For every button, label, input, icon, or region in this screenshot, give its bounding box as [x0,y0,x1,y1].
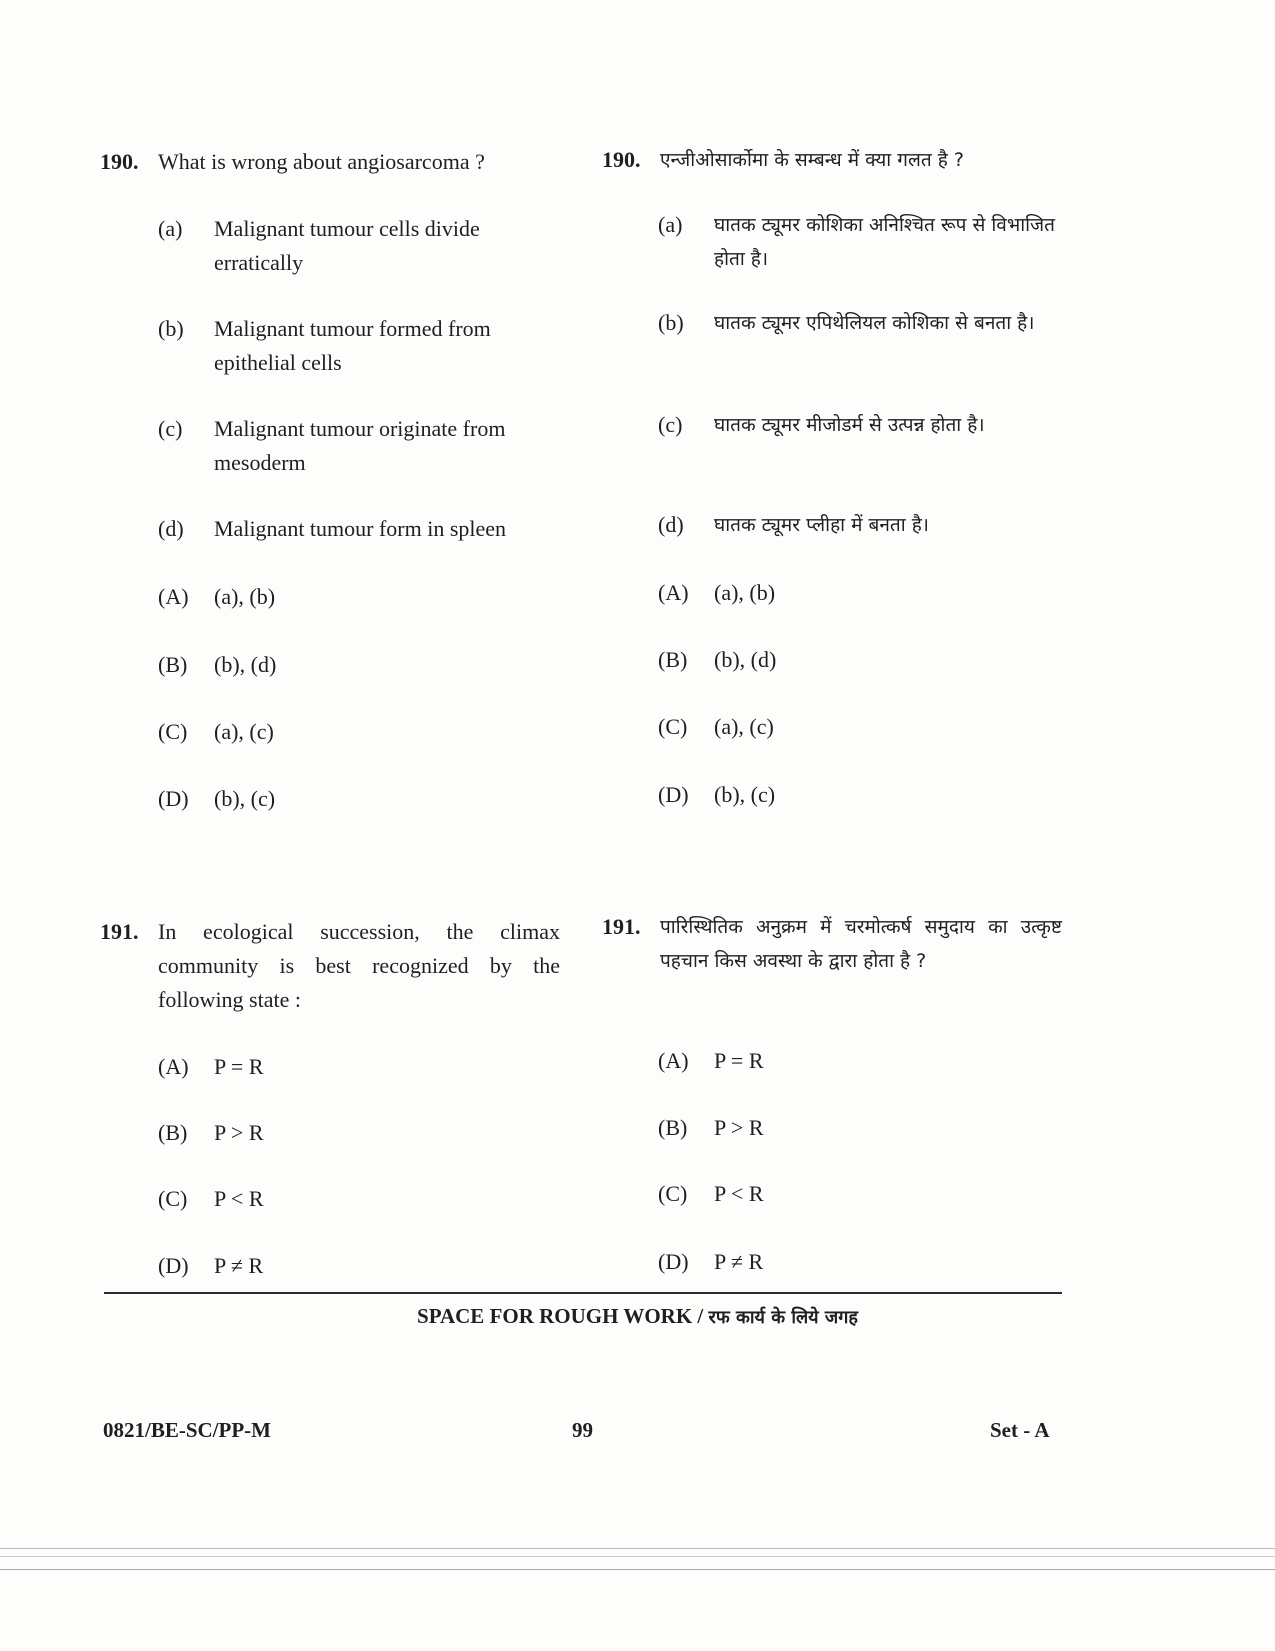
question-text: What is wrong about angiosarcoma ? [158,149,485,174]
option-D[interactable]: (D) (b), (c) [158,786,276,811]
rough-work-divider [104,1292,1062,1294]
paper-code: 0821/BE-SC/PP-M [103,1418,271,1442]
option-A[interactable]: (A) (a), (b) [158,584,276,609]
set-label: Set - A [990,1418,1050,1442]
statement-c: (c) घातक ट्यूमर मीजोडर्म से उत्पन्न होता है। [658,412,985,437]
question-190-en [100,145,570,179]
page-number: 99 [572,1418,593,1442]
statement-a: (a) Malignant tumour cells divide erratically [158,216,480,275]
scan-edge-line [0,1556,1275,1561]
option-B[interactable]: (B) P > R [158,1120,264,1145]
rough-work-label: SPACE FOR ROUGH WORK / रफ कार्य के लिये जगह [417,1304,858,1328]
option-A[interactable]: (A) P = R [658,1048,764,1073]
option-C[interactable]: (C) P < R [158,1186,264,1211]
option-C[interactable]: (C) (a), (c) [658,714,774,739]
question-191-en [100,915,560,1017]
statement-b: (b) घातक ट्यूमर एपिथेलियल कोशिका से बनता है। [658,310,1035,335]
question-191-hi [602,910,1062,978]
option-D[interactable]: (D) P ≠ R [158,1253,264,1278]
statement-d: (d) घातक ट्यूमर प्लीहा में बनता है। [658,512,929,537]
option-B[interactable]: (B) (b), (d) [658,647,777,672]
option-D[interactable]: (D) P ≠ R [658,1249,764,1274]
option-B[interactable]: (B) (b), (d) [158,652,277,677]
option-A[interactable]: (A) (a), (b) [658,580,776,605]
question-number: 190. [602,147,641,172]
question-text: पारिस्थितिक अनुक्रम में चरमोत्कर्ष समुदाय का उत्कृष्ट पहचान किस अवस्था के द्वारा होता है ? [660,916,1062,972]
option-A[interactable]: (A) P = R [158,1054,264,1079]
question-text: एन्जीओसार्कोमा के सम्बन्ध में क्या गलत है ? [660,149,964,171]
option-C[interactable]: (C) P < R [658,1181,764,1206]
question-number: 191. [100,919,139,944]
statement-c: (c) Malignant tumour originate from mesoderm [158,416,506,475]
question-190-hi [602,143,1072,177]
statement-a: (a) घातक ट्यूमर कोशिका अनिश्चित रूप से विभाजित होता है। [658,212,1055,270]
question-text: In ecological succession, the climax community is best recognized by the following state : [158,919,560,1012]
option-B[interactable]: (B) P > R [658,1115,764,1140]
question-number: 191. [602,914,641,939]
option-C[interactable]: (C) (a), (c) [158,719,274,744]
question-number: 190. [100,149,139,174]
statement-d: (d) Malignant tumour form in spleen [158,516,507,541]
statement-b: (b) Malignant tumour formed from epithelial cells [158,316,491,375]
option-D[interactable]: (D) (b), (c) [658,782,776,807]
